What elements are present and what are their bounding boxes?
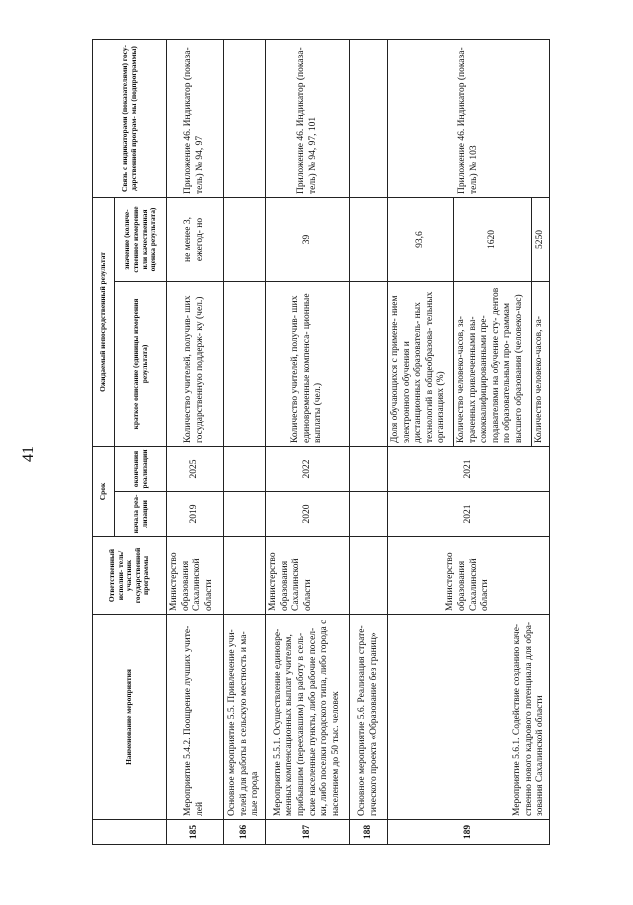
result-description (350, 282, 388, 447)
table-row (388, 40, 454, 845)
table-row (266, 40, 350, 845)
header-executor: Ответственный исполни- тель/участник государственной программы (93, 537, 167, 615)
indicator-link: Приложение 46. Индикатор (показа- тель) № 94, 97 (167, 40, 224, 198)
result-description: Количество учителей, получив- ших государственную поддерж- ку (чел.) (167, 282, 224, 447)
row-number: 186 (224, 820, 266, 845)
header-value: значение (количе- ственное измерение или качественная оценка результата) (115, 198, 167, 282)
header-start: начала реа- лизации (115, 492, 167, 537)
end-year: 2021 (388, 447, 550, 492)
executor: Министерство образования Сахалинской области (266, 537, 350, 615)
result-description (224, 282, 266, 447)
result-description: Количество человеко-часов, за- траченных привлеченными вы- сококвалифицированными пре- подавателями на обучение сту- дентов по образовательным про- граммам высшего образования (человеко-час) (454, 282, 532, 447)
measure-name: Основное мероприятие 5.5. Привлечение учи- телей для работы в сельскую местность и ма- лые города (224, 615, 266, 820)
start-year: 2021 (388, 492, 550, 537)
start-year (350, 492, 388, 537)
indicator-link: Приложение 46. Индикатор (показа- тель) № 94, 97, 101 (266, 40, 350, 198)
indicator-link (350, 40, 388, 198)
row-number: 187 (266, 820, 350, 845)
result-value (350, 198, 388, 282)
result-description: Количество человеко-часов, за- (532, 282, 550, 447)
row-number: 185 (167, 820, 224, 845)
start-year: 2020 (266, 492, 350, 537)
end-year: 2022 (266, 447, 350, 492)
table-row (350, 40, 388, 845)
result-value: 1620 (454, 198, 532, 282)
result-description: Количество учителей, получив- ших единовременные компенса- ционные выплаты (чел.) (266, 282, 350, 447)
measure-name: Основное мероприятие 5.6. Реализация страте- гического проекта «Образование без границ» (350, 615, 388, 820)
table-row (167, 40, 224, 845)
row-number: 189 (388, 820, 550, 845)
start-year (224, 492, 266, 537)
result-value: 39 (266, 198, 350, 282)
result-value: 5250 (532, 198, 550, 282)
measure-name: Мероприятие 5.4.2. Поощрение лучших учите- лей (167, 615, 224, 820)
header-expected: Ожидаемый непосредственный результат (93, 198, 115, 447)
table-row (224, 40, 266, 845)
measure-name: Мероприятие 5.5.1. Осуществление единовре- менных компенсационных выплат учителям, прибывшим (переехавшим) на работу в сель- ские населенные пункты, либо рабочие посел- ки, либо поселки городского типа, либо города с населением до 50 тыс. человек (266, 615, 350, 820)
result-value (224, 198, 266, 282)
executor: Министерство образования Сахалинской области (167, 537, 224, 615)
end-year (224, 447, 266, 492)
result-description: Доля обучающихся с примене- нием электронного обучения и дистанционных образователь- ных технологий в общеобразова- тельных организациях (%) (388, 282, 454, 447)
result-value: не менее 3, ежегод- но (167, 198, 224, 282)
executor (350, 537, 388, 615)
header-short-desc: краткое описание (единицы измерения результата) (115, 282, 167, 447)
rotated-table-container (92, 40, 612, 845)
start-year: 2019 (167, 492, 224, 537)
indicator-link: Приложение 46. Индикатор (показа- тель) № 103 (388, 40, 550, 198)
measure-name: Мероприятие 5.6.1. Содействие созданию каче- ственно нового кадрового потенциала для обра- зования Сахалинской области (388, 615, 550, 820)
header-num (93, 820, 167, 845)
page-number: 41 (20, 446, 37, 462)
row-number: 188 (350, 820, 388, 845)
measures-table (92, 39, 550, 845)
result-value: 93,6 (388, 198, 454, 282)
indicator-link (224, 40, 266, 198)
end-year (350, 447, 388, 492)
end-year: 2025 (167, 447, 224, 492)
header-term: Срок (93, 447, 115, 537)
executor: Министерство образования Сахалинской области (388, 537, 550, 615)
header-name: Наименование мероприятия (93, 615, 167, 820)
executor (224, 537, 266, 615)
header-end: окончания реализации (115, 447, 167, 492)
header-link: Связь с индикаторами (показателями) госу- дарственной програм- мы (подпрограммы) (93, 40, 167, 198)
